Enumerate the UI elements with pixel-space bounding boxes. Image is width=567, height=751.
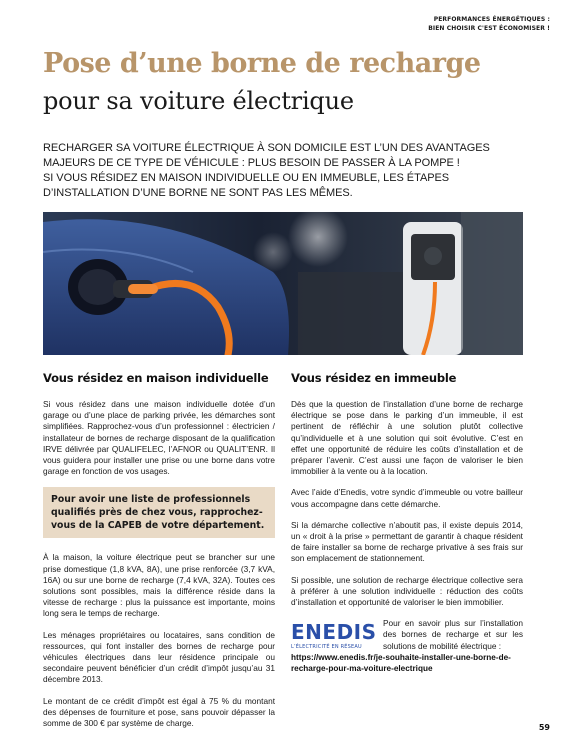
- ev-charging-illustration: [43, 212, 523, 355]
- enedis-info-text: Pour en savoir plus sur l’installation des bornes de recharge et sur les solutions de mobilité électrique :: [383, 618, 523, 651]
- immeuble-paragraph-2: Avec l’aide d’Enedis, votre syndic d’immeuble ou votre bailleur vous accompagne dans cette démarche.: [291, 487, 523, 509]
- page-subtitle: pour sa voiture électrique: [43, 87, 354, 115]
- left-column: [43, 371, 275, 739]
- maison-paragraph-3: Les ménages propriétaires ou locataires, sans condition de ressources, qui font installer des bornes de recharge pour véhicules électriques dans leur résidence principale ou secondaire peuvent bénéficier d’un crédit d’impôt jusqu’au 31 décembre 2013.: [43, 629, 275, 685]
- maison-paragraph-4: Le montant de ce crédit d’impôt est égal à 75 % du montant des dépenses de fourniture et pose, sans pouvoir dépasser la somme de 300 € par système de charge.: [43, 695, 275, 729]
- right-column: [291, 371, 523, 674]
- page-number: 59: [538, 723, 550, 732]
- enedis-logo-tagline: L’ÉLECTRICITÉ EN RÉSEAU: [291, 644, 362, 651]
- capeb-callout: Pour avoir une liste de professionnels qualifiés près de chez vous, rapprochez-vous de la CAPEB de votre département.: [43, 487, 275, 538]
- enedis-info: [291, 618, 523, 652]
- section-heading-maison: Vous résidez en maison individuelle: [43, 371, 269, 385]
- intro-paragraph-1: RECHARGER SA VOITURE ÉLECTRIQUE À SON DOMICILE EST L’UN DES AVANTAGES MAJEURS DE CE TYPE DE VÉHICULE : PLUS BESOIN DE PASSER À LA POMPE !: [43, 142, 490, 169]
- section-header-line2: BIEN CHOISIR C'EST ÉCONOMISER !: [428, 25, 550, 32]
- enedis-logo: [291, 618, 375, 650]
- enedis-link[interactable]: https://www.enedis.fr/je-souhaite-installer-une-borne-de-recharge-pour-ma-voiture-electrique: [291, 652, 511, 674]
- enedis-logo-word: ENEDIS: [291, 620, 377, 645]
- page-title: Pose d’une borne de recharge: [43, 48, 481, 79]
- section-heading-immeuble: Vous résidez en immeuble: [291, 371, 457, 385]
- intro-text: [43, 141, 523, 201]
- intro-paragraph-2: SI VOUS RÉSIDEZ EN MAISON INDIVIDUELLE OU EN IMMEUBLE, LES ÉTAPES D’INSTALLATION D’UNE BORNE NE SONT PAS LES MÊMES.: [43, 172, 450, 199]
- immeuble-paragraph-4: Si possible, une solution de recharge électrique collective sera à préférer à une solution individuelle : réduction des coûts d’installation et opportunité de valoriser le bien immobilier.: [291, 574, 523, 608]
- immeuble-paragraph-1: Dès que la question de l’installation d’une borne de recharge électrique se pose dans le parking d’un immeuble, il est pertinent de réfléchir à une solution plutôt collective qu’individuelle et à une solution qui soit évolutive. C’est en effet une opportunité de réduire les coûts d’installation et de préparer l’avenir. C’est aussi une façon de valoriser le bien immobilier à la vente ou à la location.: [291, 399, 523, 477]
- section-header-line1: PERFORMANCES ÉNERGÉTIQUES :: [433, 16, 550, 23]
- maison-paragraph-1: Si vous résidez dans une maison individuelle dotée d’un garage ou d’une place de parking privée, les démarches sont simplifiées. Rapprochez-vous d’un professionnel : électricien / installateur de bornes de recharge disposant de la qualification IRVE délivrée par QUALIFELEC, l’AFNOR ou QUALIT’ENR. Il vous guidera pour installer une prise ou une borne dans votre garage en fonction de vos usages.: [43, 399, 275, 477]
- maison-paragraph-2: À la maison, la voiture électrique peut se brancher sur une prise domestique (1,8 kVA, 8A), une prise renforcée (3,7 kVA, 16A) ou sur une borne de recharge (7,4 kVA, 32A). Toutes ces solutions sont possibles, mais la différence réside dans la vitesse de recharge : plus la puissance est importante, moins long sera le temps de recharge.: [43, 552, 275, 619]
- ev-charging-photo: [43, 212, 523, 355]
- immeuble-paragraph-3: Si la démarche collective n’aboutit pas, il existe depuis 2014, un « droit à la prise » permettant de garantir à chaque résident de faire installer sa borne de recharge privative à ses frais sur son emplacement de stationnement.: [291, 519, 523, 564]
- section-header: [428, 15, 550, 33]
